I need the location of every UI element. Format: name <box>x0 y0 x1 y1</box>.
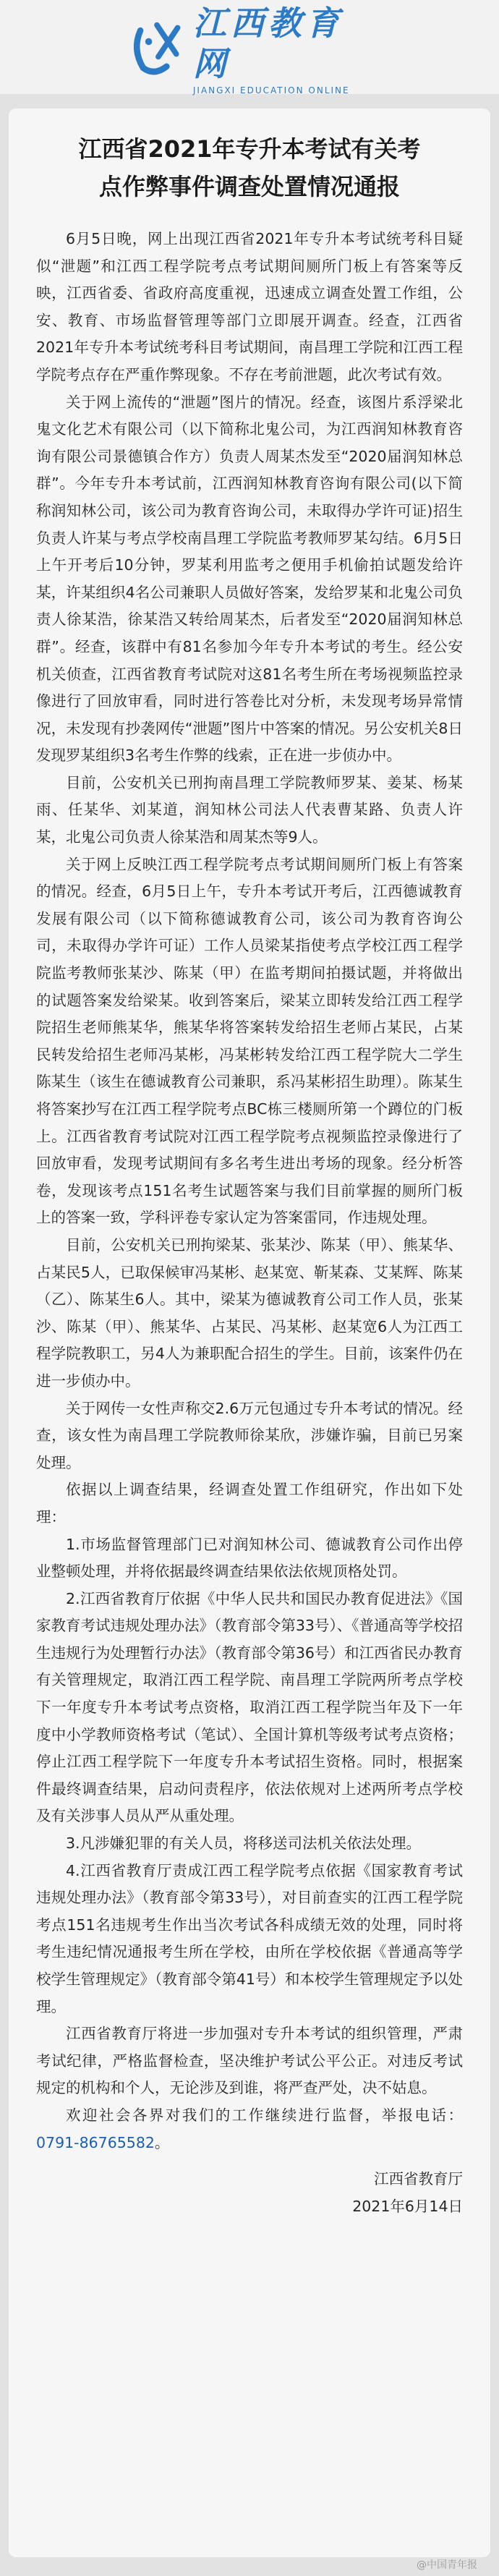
article-body <box>36 226 463 2156</box>
measure-item: 3.凡涉嫌犯罪的有关人员，将移送司法机关依法处理。 <box>66 1835 422 1853</box>
paragraph-decision-intro: 依据以上调查结果，经调查处置工作组研究，作出如下处理： <box>36 1481 463 1526</box>
paragraph-supervision <box>36 2102 463 2156</box>
logo-mark-icon <box>127 17 189 82</box>
article-card <box>9 109 490 2557</box>
watermark: @中国青年报 <box>417 2559 477 2571</box>
measure-item: 4.江西省教育厅责成江西工程学院考点依据《国家教育考试违规处理办法》（教育部令第33号），对目前查实的江西工程学院考点151名违规考生作出当次考试各科成绩无效的处理，同时将考生违纪情况通报考生所在学校，由所在学校依据《普通高等学校学生管理规定》（教育部令第41号）和本校学生管理规定予以处理。 <box>36 1861 463 2015</box>
measure-item: 1.市场监督管理部门已对润知林公司、德诚教育公司作出停业整顿处理，并将依据最终调查结果依法依规顶格处罚。 <box>36 1535 463 1581</box>
paragraph-toilet-door-answers: 关于网上反映江西工程学院考点考试期间厕所门板上有答案的情况。经查，6月5日上午，专升本考试开考后，江西德诚教育发展有限公司（以下简称德诚教育公司，该公司为教育咨询公司，未取得办学许可证）工作人员梁某指使考点学校江西工程学院监考教师张某沙、陈某（甲）在监考期间拍摄试题，并将做出的试题答案发给梁某。收到答案后，梁某立即转发给江西工程学院招生老师熊某华，熊某华将答案转发给招生老师占某民，占某民转发给招生老师冯某彬，冯某彬转发给江西工程学院大二学生陈某生（该生在德诚教育公司兼职，系冯某彬招生助理）。陈某生将答案抄写在江西工程学院考点BC栋三楼厕所第一个蹲位的门板上。江西省教育考试院对江西工程学院考点视频监控录像进行了回放审看，发现考试期间有多名考生进出考场的现象。经分析答卷，发现该考点151名考生试题答案与我们目前掌握的厕所门板上的答案一致，学科评卷专家认定为答案雷同，作违规处理。 <box>36 855 463 1227</box>
paragraph-nanchang-detentions: 目前，公安机关已刑拘南昌理工学院教师罗某、姜某、杨某雨、任某华、刘某道，润知林公司法人代表曹某路、负责人许某，北鬼公司负责人徐某浩和周某杰等9人。 <box>36 773 463 846</box>
article-title <box>36 130 463 205</box>
site-header <box>0 0 499 94</box>
supervision-text: 欢迎社会各界对我们的工作继续进行监督，举报电话： <box>66 2106 463 2124</box>
article-title-line-1: 江西省2021年专升本考试有关考 <box>78 135 421 163</box>
signature-date: 2021年6月14日 <box>352 2198 463 2216</box>
paragraph-jiangxi-detentions: 目前，公安机关已刑拘梁某、张某沙、陈某（甲）、熊某华、占某民5人，已取保候审冯某彬、赵某宽、靳某森、艾某辉、陈某（乙）、陈某生6人。其中，梁某为德诚教育公司工作人员，张某沙、陈某（甲）、熊某华、占某民、冯某彬、赵某宽6人为江西工程学院教职工，另4人为兼职配合招生的学生。目前，该案件仍在进一步侦办中。 <box>36 1236 463 1390</box>
paragraph-intro: 6月5日晚，网上出现江西省2021年专升本考试统考科目疑似“泄题”和江西工程学院考点考试期间厕所门板上有答案等反映，江西省委、省政府高度重视，迅速成立调查处置工作组，公安、教育、市场监督管理等部门立即展开调查。经查，江西省2021年专升本考试统考科目考试期间，南昌理工学院和江西工程学院考点存在严重作弊现象。不存在考前泄题，此次考试有效。 <box>36 230 463 383</box>
hotline-phone-link[interactable]: 0791-86765582 <box>36 2133 155 2151</box>
site-logo[interactable] <box>127 4 372 95</box>
signature-block <box>36 2165 463 2220</box>
measure-item: 2.江西省教育厅依据《中华人民共和国民办教育促进法》《国家教育考试违规处理办法》（教育部令第33号）、《普通高等学校招生违规行为处理暂行办法》（教育部令第36号）和江西省民办教育有关管理规定，取消江西工程学院、南昌理工学院两所考点学校下一年度专升本考试考点资格，取消江西工程学院当年及下一年度中小学教师资格考试（笔试）、全国计算机等级考试考点资格；停止江西工程学院下一年度专升本考试招生资格。同时，根据案件最终调查结果，启动问责程序，依法依规对上述两所考点学校及有关涉事人员从严从重处理。 <box>36 1589 463 1825</box>
paragraph-closing: 江西省教育厅将进一步加强对专升本考试的组织管理，严肃考试纪律，严格监督检查，坚决维护考试公平公正。对违反考试规定的机构和个人，无论涉及到谁，将严查严处，决不姑息。 <box>36 2025 463 2097</box>
logo-english-text: JIANGXI EDUCATION ONLINE <box>192 85 350 95</box>
logo-chinese-text: 江西教育网 <box>192 4 344 83</box>
paragraph-leak-image: 关于网上流传的“泄题”图片的情况。经查，该图片系浮梁北鬼文化艺术有限公司（以下简称北鬼公司，为江西润知林教育咨询有限公司景德镇合作方）负责人周某杰发至“2020届润知林总群”。今年专升本考试前，江西润知林教育咨询有限公司(以下简称润知林公司，该公司为教育咨询公司，未取得办学许可证)招生负责人许某与考点学校南昌理工学院监考教师罗某勾结。6月5日上午开考后10分钟，罗某利用监考之便用手机偷拍试题发给许某，许某组织4名公司兼职人员做好答案，发给罗某和北鬼公司负责人徐某浩，徐某浩又转给周某杰，后者发至“2020届润知林总群”。经查，该群中有81名参加今年专升本考试的考生。经公安机关侦查，江西省教育考试院对这81名考生所在考场视频监控录像进行了回放审看，同时进行答卷比对分析，未发现考场异常情况，未发现有抄袭网传“泄题”图片中答案的情况。另公安机关8日发现罗某组织3名考生作弊的线索，正在进一步侦办中。 <box>36 393 463 765</box>
signature-org: 江西省教育厅 <box>374 2170 463 2188</box>
paragraph-fraud-claim: 关于网传一女性声称交2.6万元包通过专升本考试的情况。经查，该女性为南昌理工学院教师徐某欣，涉嫌诈骗，目前已另案处理。 <box>36 1399 463 1471</box>
article-title-line-2: 点作弊事件调查处置情况通报 <box>98 173 400 200</box>
supervision-end: 。 <box>154 2133 170 2151</box>
